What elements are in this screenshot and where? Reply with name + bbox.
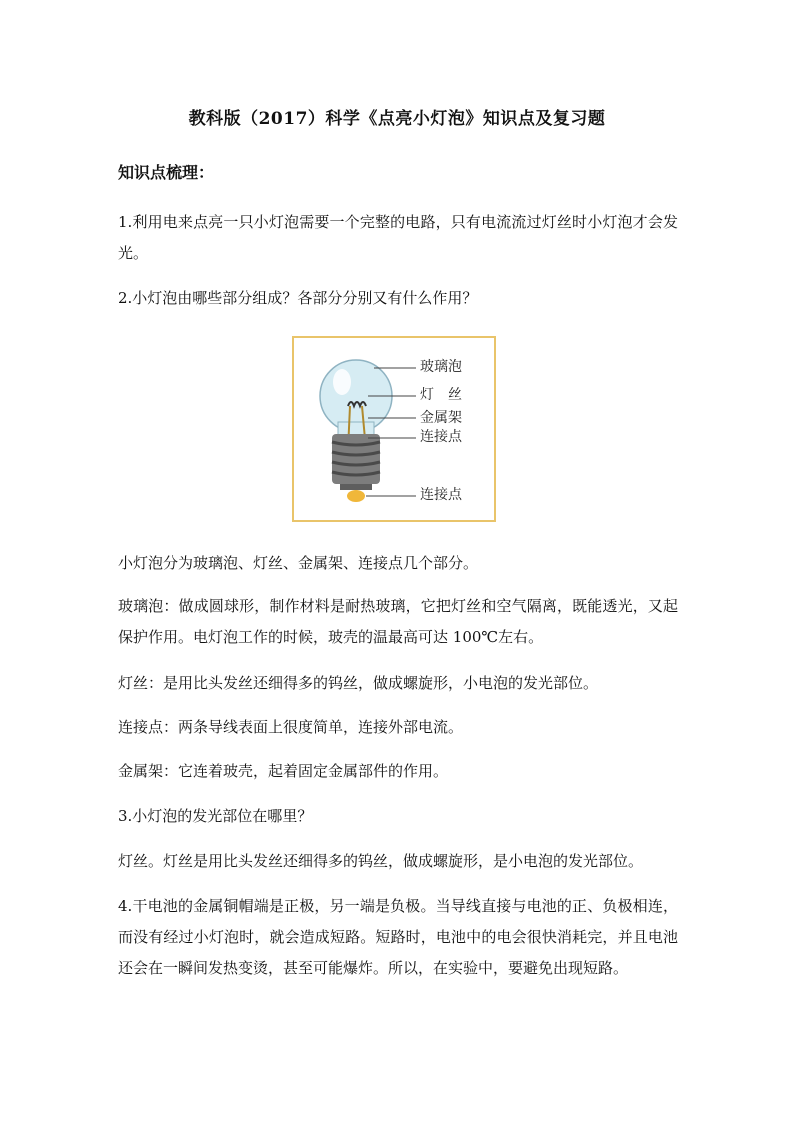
paragraph-1: 1.利用电来点亮一只小灯泡需要一个完整的电路，只有电流流过灯丝时小灯泡才会发光。 (118, 213, 678, 262)
label-contact-side: 连接点 (420, 429, 462, 445)
paragraph-5: 灯丝：是用比头发丝还细得多的钨丝，做成螺旋形，小电泡的发光部位。 (118, 674, 599, 692)
page-title: 教科版（2017）科学《点亮小灯泡》知识点及复习题 (188, 109, 606, 129)
paragraph-2: 2.小灯泡由哪些部分组成？各部分分别又有什么作用？ (118, 289, 478, 307)
paragraph-10: 4.干电池的金属铜帽端是正极，另一端是负极。当导线直接与电池的正、负极相连，而没有经过小灯泡时，就会造成短路。短路时，电池中的电会很快消耗完，并且电池还会在一瞬间发热变烫，甚至可能爆炸。所以，在实验中，要避免出现短路。 (118, 897, 678, 977)
label-metal-frame: 金属架 (420, 410, 462, 426)
light-bulb-illustration (294, 338, 494, 520)
paragraph-3: 小灯泡分为玻璃泡、灯丝、金属架、连接点几个部分。 (118, 554, 479, 572)
paragraph-9: 灯丝。灯丝是用比头发丝还细得多的钨丝，做成螺旋形，是小电泡的发光部位。 (118, 852, 644, 870)
paragraph-7: 金属架：它连着玻壳，起着固定金属部件的作用。 (118, 762, 449, 780)
paragraph-6: 连接点：两条导线表面上很度简单，连接外部电流。 (118, 718, 464, 736)
label-glass-bulb: 玻璃泡 (420, 359, 462, 375)
paragraph-4: 玻璃泡：做成圆球形，制作材料是耐热玻璃，它把灯丝和空气隔离，既能透光，又起保护作用。电灯泡工作的时候，玻壳的温最高可达 100℃左右。 (118, 597, 678, 646)
label-contact-bottom: 连接点 (420, 487, 462, 503)
paragraph-8: 3.小灯泡的发光部位在哪里？ (118, 807, 313, 825)
section-heading: 知识点梳理： (118, 163, 215, 182)
label-filament: 灯 丝 (420, 387, 462, 403)
light-bulb-figure (292, 336, 496, 522)
